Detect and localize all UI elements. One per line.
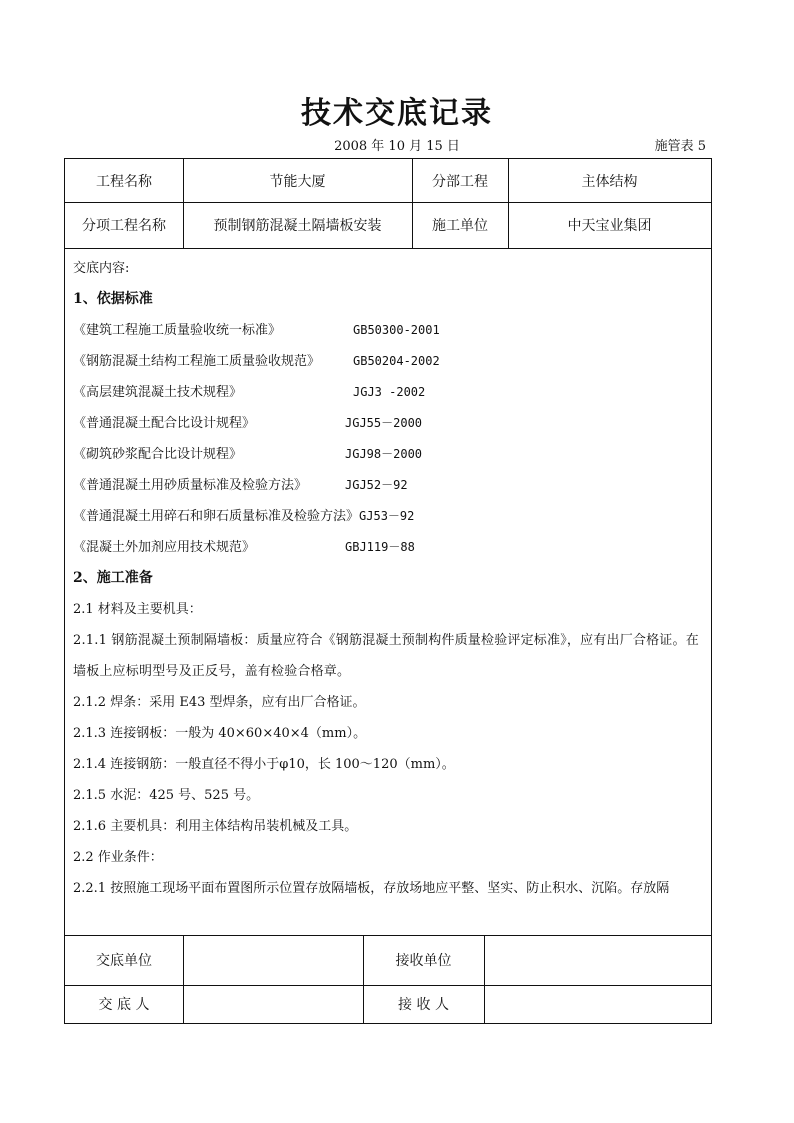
standard-code: GB50204-2002 (353, 354, 440, 368)
row-divider (65, 248, 711, 249)
section-heading: 1、依据标准 (73, 291, 153, 307)
standard-name: 《砌筑砂浆配合比设计规程》 (73, 447, 243, 462)
standard-name: 《普通混凝土配合比设计规程》 (73, 416, 256, 431)
standard-code: GBJ119－88 (345, 540, 415, 554)
standard-name: 《普通混凝土用砂质量标准及检验方法》 (73, 478, 308, 493)
issuer-label: 交 底 人 (98, 997, 150, 1013)
division-value: 主体结构 (581, 173, 638, 190)
standard-code: JGJ55－2000 (345, 416, 423, 430)
briefing-content (73, 253, 707, 904)
form-number: 施管表 5 (654, 139, 706, 154)
document-title: 技术交底记录 (301, 96, 493, 131)
paragraph: 2.1 材料及主要机具： (73, 602, 202, 617)
issuer-unit-value (183, 935, 363, 985)
document-date: 2008 年 10 月 15 日 (334, 139, 460, 154)
receiver-unit-label: 接收单位 (395, 953, 452, 969)
project-name-label: 工程名称 (96, 173, 152, 190)
contractor-value: 中天宝业集团 (567, 218, 652, 234)
issuer-value (183, 985, 363, 1023)
project-name-value: 节能大厦 (269, 173, 326, 190)
standard-item (73, 470, 707, 501)
paragraph: 2.1.2 焊条：采用 E43 型焊条，应有出厂合格证。 (73, 695, 366, 710)
standard-name: 《钢筋混凝土结构工程施工质量验收规范》 (73, 354, 321, 369)
paragraph: 2.2 作业条件： (73, 850, 163, 865)
subitem-value: 预制钢筋混凝土隔墙板安装 (213, 218, 382, 234)
paragraph: 2.2.1 按照施工现场平面布置图所示位置存放隔墙板，存放场地应平整、坚实、防止积水、沉陷。存放隔 (73, 881, 670, 896)
content-intro: 交底内容: (73, 261, 130, 276)
contractor-label: 施工单位 (432, 218, 488, 234)
division-label: 分部工程 (432, 173, 488, 190)
receiver-value (484, 985, 711, 1023)
standard-item (73, 315, 707, 346)
standard-code: JGJ52－92 (345, 478, 408, 492)
subitem-label: 分项工程名称 (82, 218, 166, 234)
receiver-label: 接 收 人 (398, 997, 449, 1013)
standard-item (73, 408, 707, 439)
paragraph: 2.1.5 水泥：425 号、525 号。 (73, 788, 260, 803)
paragraph: 2.1.4 连接钢筋：一般直径不得小于φ10，长 100～120（mm）。 (73, 757, 455, 772)
standard-item (73, 532, 707, 563)
standard-code: JGJ98－2000 (345, 447, 423, 461)
standard-item (73, 501, 707, 532)
paragraph: 2.1.3 连接钢板：一般为 40×60×40×4（mm）。 (73, 726, 367, 741)
section-heading: 2、施工准备 (73, 570, 153, 586)
issuer-unit-label: 交底单位 (96, 953, 152, 969)
paragraph: 2.1.1 钢筋混凝土预制隔墙板：质量应符合《钢筋混凝土预制构件质量检验评定标准》，应有出厂合格证。在墙板上应标明型号及正反号，盖有检验合格章。 (73, 633, 699, 679)
standard-code: GB50300-2001 (353, 323, 440, 337)
standard-item (73, 439, 707, 470)
paragraph: 2.1.6 主要机具：利用主体结构吊装机械及工具。 (73, 819, 358, 834)
record-table (64, 158, 712, 1024)
standard-name: 《普通混凝土用碎石和卵石质量标准及检验方法》 (73, 509, 360, 524)
standard-item (73, 377, 707, 408)
standard-name: 《建筑工程施工质量验收统一标准》 (73, 323, 282, 338)
standard-name: 《高层建筑混凝土技术规程》 (73, 385, 243, 400)
standard-code: JGJ3 -2002 (353, 385, 426, 399)
standard-name: 《混凝土外加剂应用技术规范》 (73, 540, 256, 555)
standard-item (73, 346, 707, 377)
receiver-unit-value (484, 935, 711, 985)
standard-code: GJ53－92 (359, 509, 415, 523)
